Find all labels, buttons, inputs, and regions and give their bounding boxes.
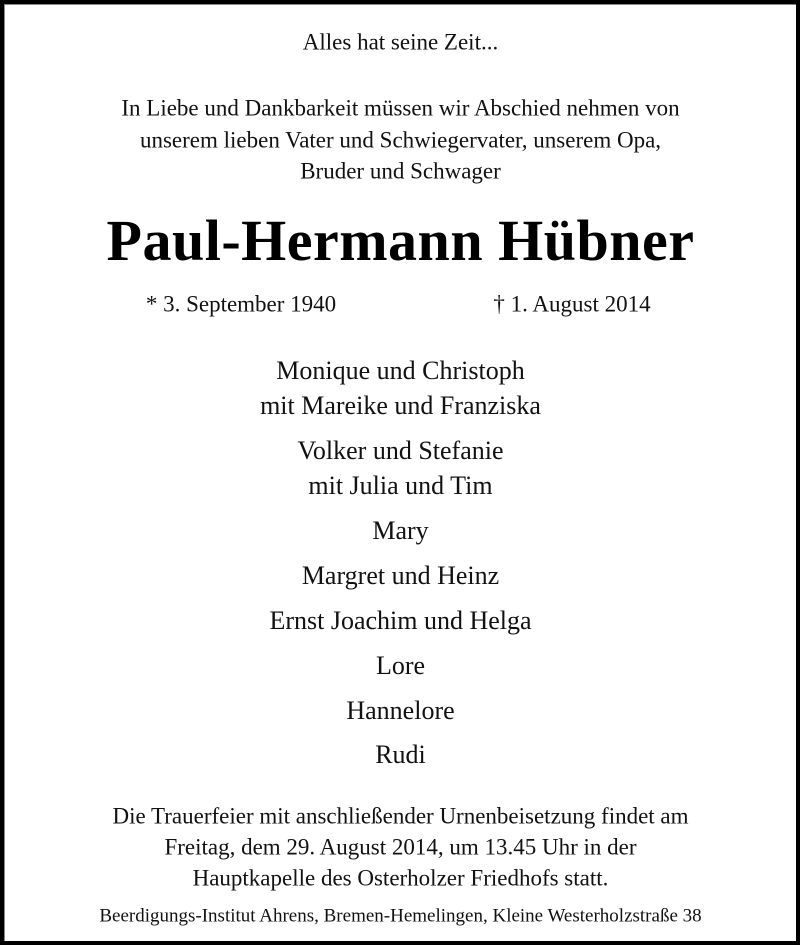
obituary-notice (4, 4, 796, 941)
mourner-line: Volker und Stefanie (297, 436, 504, 465)
motto: Alles hat seine Zeit... (302, 29, 499, 55)
mourner-line: mit Julia und Tim (308, 471, 493, 500)
mourner-line: Hannelore (346, 696, 455, 725)
mourner-line: Rudi (375, 740, 426, 769)
mourner-line: Margret und Heinz (301, 561, 500, 590)
funeral-home: Beerdigungs-Institut Ahrens, Bremen-Hemelingen, Kleine Westerholzstraße 38 (99, 905, 702, 927)
mourner-line: Ernst Joachim und Helga (269, 606, 532, 635)
mourner-line: Monique und Christoph (276, 356, 525, 385)
intro-line: unserem lieben Vater und Schwiegervater, unserem Opa, (139, 127, 662, 153)
mourner-line: mit Mareike und Franziska (260, 391, 541, 420)
intro-line: In Liebe und Dankbarkeit müssen wir Abschied nehmen von (121, 95, 680, 121)
service-line: Hauptkapelle des Osterholzer Friedhofs statt. (192, 865, 609, 891)
mourner-line: Lore (375, 651, 426, 680)
death-date: † 1. August 2014 (493, 291, 651, 317)
service-line: Freitag, dem 29. August 2014, um 13.45 Uhr in der (164, 834, 637, 860)
birth-date: * 3. September 1940 (145, 291, 337, 317)
intro-line: Bruder und Schwager (300, 158, 501, 184)
deceased-name: Paul-Hermann Hübner (106, 208, 695, 273)
mourner-line: Mary (372, 516, 429, 545)
service-line: Die Trauerfeier mit anschließender Urnenbeisetzung findet am (112, 803, 689, 829)
